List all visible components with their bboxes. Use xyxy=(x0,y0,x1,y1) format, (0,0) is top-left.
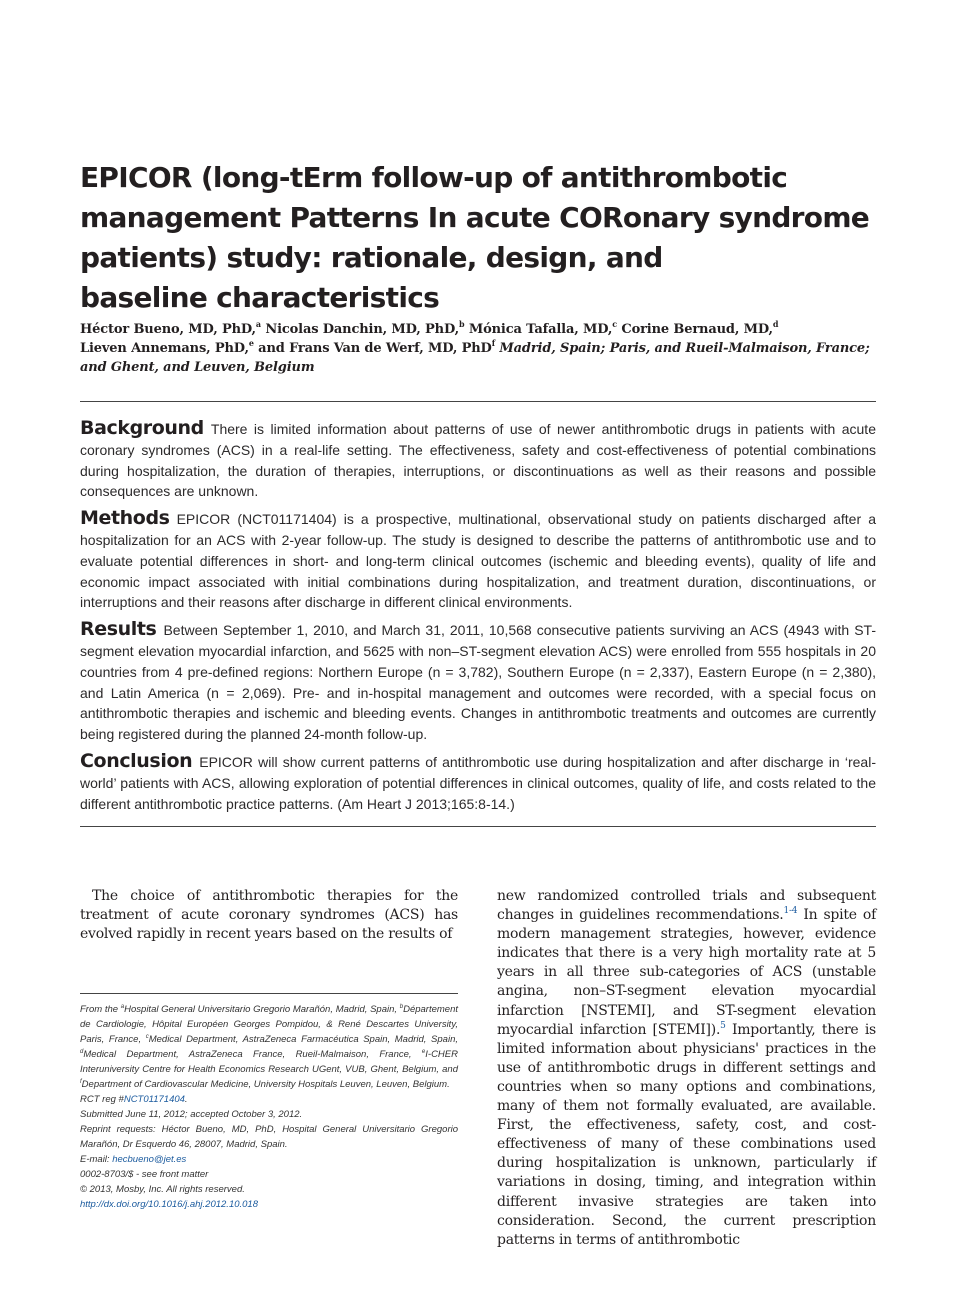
submission-dates: Submitted June 11, 2012; accepted October 3, 2012. xyxy=(80,1109,303,1120)
author-affiliation-mark: a xyxy=(255,319,261,329)
section-heading: Results xyxy=(80,618,157,641)
affiliation-footnote: From the $^a$Hospital General Universitario Gregorio Marañón, Madrid, Spain, $^b$Département de Cardiologie, Hôpital Européen Georges Pompidou, & René Descartes University, Paris, France, $^c$Medical Department, AstraZeneca Farmacéutica Spain, Madrid, Spain, $^d$Medical Department, AstraZeneca France, Rueil-Malmaison, France, $^e$I-CHER Interuniversity Centre for Health Economics Research UGent, VUB, Ghent, Belgium, and $^f$Department of Cardiovascular Medicine, University Hospitals Leuven, Leuven, Belgium. xyxy=(80,1004,458,1090)
author-name: Lieven Annemans, PhD, xyxy=(80,341,249,356)
author-name: Mónica Tafalla, MD, xyxy=(468,322,613,337)
title-line: patients) study: rationale, design, and xyxy=(80,241,663,274)
footnotes xyxy=(80,1002,458,1212)
author-affiliation-mark: f xyxy=(491,338,495,348)
abstract-top-rule xyxy=(80,401,876,402)
section-text: EPICOR will show current patterns of antithrombotic use during hospitalization and after discharge in ‘real-world’ patients with ACS, allowing exploration of potential differences in clinical outcomes, quality of life, and costs related to the different antithrombotic practice patterns. (Am Heart J 2013;165:8-14.) xyxy=(80,753,876,812)
citation-link[interactable]: 1-4 xyxy=(783,906,798,917)
author-locations: and Ghent, and Leuven, Belgium xyxy=(80,360,315,375)
abstract-methods xyxy=(80,508,876,613)
body-column-left xyxy=(80,887,458,944)
section-heading: Conclusion xyxy=(80,749,193,772)
footnote-rule xyxy=(80,993,458,994)
abstract-results xyxy=(80,619,876,745)
body-paragraph: new randomized controlled trials and subsequent changes in guidelines recommendations.$^{1-4}$ In spite of modern management strategies, however, evidence indicates that there is a very high mortality rate at 5 years in all three sub-categories of ACS (unstable angina, non–ST-segment elevation myocardial infarction [NSTEMI], and ST-segment elevation myocardial infarction [STEMI]).$^5$ Importantly, there is limited information about physicians' practices in the use of antithrombotic drugs in different settings and countries when so many options and combinations, many of them not formally evaluated, are available. First, the effectiveness, safety, cost, and cost-effectiveness of many of these combinations used during hospitalization is unknown, particularly if variations in dosing, timing, and integration within different invasive strategies are taken into consideration. Second, the current prescription patterns in terms of antithrombotic xyxy=(497,888,876,1248)
author-name: and Frans Van de Werf, MD, PhD xyxy=(258,341,492,356)
section-text: Between September 1, 2010, and March 31, 2011, 10,568 consecutive patients surviving an ACS (4943 with ST-segment elevation myocardial infarction, and 5625 with non–ST-segment elevation ACS) were enrolled from 555 hospitals in 20 countries from 4 pre-defined regions: Northern Europe (n = 3,782), Southern Europe (n = 2,337), Eastern Europe (n = 2,380), and Latin America (n = 2,069). Pre- and in-hospital management and outcomes were recorded, with a special focus on antithrombotic therapies and ischemic and bleeding events. Changes in antithrombotic treatments and outcomes are currently being registered during the planned 24-month follow-up. xyxy=(80,622,876,743)
author-list xyxy=(80,320,880,377)
reprint-requests: Reprint requests: Héctor Bueno, MD, PhD, Hospital General Universitario Gregorio Marañón, Dr Esquerdo 46, 28007, Madrid, Spain. xyxy=(80,1124,458,1150)
author-affiliation-mark: e xyxy=(248,338,254,348)
author-line xyxy=(80,320,880,339)
issn-line: 0002-8703/$ - see front matter xyxy=(80,1169,209,1180)
doi-link[interactable]: http://dx.doi.org/10.1016/j.ahj.2012.10.018 xyxy=(80,1199,258,1210)
body-column-right xyxy=(497,887,876,1250)
author-name: Héctor Bueno, MD, PhD, xyxy=(80,322,256,337)
section-heading: Methods xyxy=(80,507,170,530)
author-locations: Madrid, Spain; Paris, and Rueil-Malmaison, France; xyxy=(499,341,870,356)
author-affiliation-mark: b xyxy=(459,319,465,329)
email-line: E-mail: hecbueno@jet.es xyxy=(80,1154,187,1165)
trial-registration-link[interactable]: NCT01171404 xyxy=(123,1094,185,1105)
section-text: EPICOR (NCT01171404) is a prospective, multinational, observational study on patients discharged after a hospitalization for an ACS with 2-year follow-up. The study is designed to describe the patterns of antithrombotic use and to evaluate potential differences in short- and long-term clinical outcomes (ischemic and bleeding events), quality of life and economic impact associated with initial combinations during hospitalization, and treatment duration, discontinuations, or interruptions and their reasons after discharge in different clinical environments. xyxy=(80,511,876,611)
title-line: management Patterns In acute CORonary syndrome xyxy=(80,201,870,234)
citation-link[interactable]: 5 xyxy=(720,1020,726,1031)
author-line xyxy=(80,339,880,358)
author-affiliation-mark: c xyxy=(612,319,617,329)
abstract xyxy=(80,418,876,820)
article-title xyxy=(80,158,880,318)
copyright-line: © 2013, Mosby, Inc. All rights reserved. xyxy=(80,1184,245,1195)
trial-registration: RCT reg #NCT01171404. xyxy=(80,1094,188,1105)
section-heading: Background xyxy=(80,417,204,439)
email-link[interactable]: hecbueno@jet.es xyxy=(112,1154,187,1165)
author-affiliation-mark: d xyxy=(772,319,779,329)
abstract-bottom-rule xyxy=(80,826,876,827)
abstract-background xyxy=(80,418,876,502)
author-name: Nicolas Danchin, MD, PhD, xyxy=(265,322,459,337)
abstract-conclusion xyxy=(80,751,876,814)
section-text: There is limited information about patterns of use of newer antithrombotic drugs in patients with acute coronary syndromes (ACS) in a real-life setting. The effectiveness, safety and cost-effectiveness of potential combinations during hospitalization, the duration of therapies, interruptions, or discontinuations as well as their reasons and possible consequences are unknown. xyxy=(80,421,876,500)
title-line: EPICOR (long-tErm follow-up of antithrombotic xyxy=(80,161,788,194)
author-name: Corine Bernaud, MD, xyxy=(621,322,773,337)
title-line: baseline characteristics xyxy=(80,281,440,314)
body-paragraph: The choice of antithrombotic therapies for the treatment of acute coronary syndromes (ACS) has evolved rapidly in recent years based on the results of xyxy=(80,888,458,943)
